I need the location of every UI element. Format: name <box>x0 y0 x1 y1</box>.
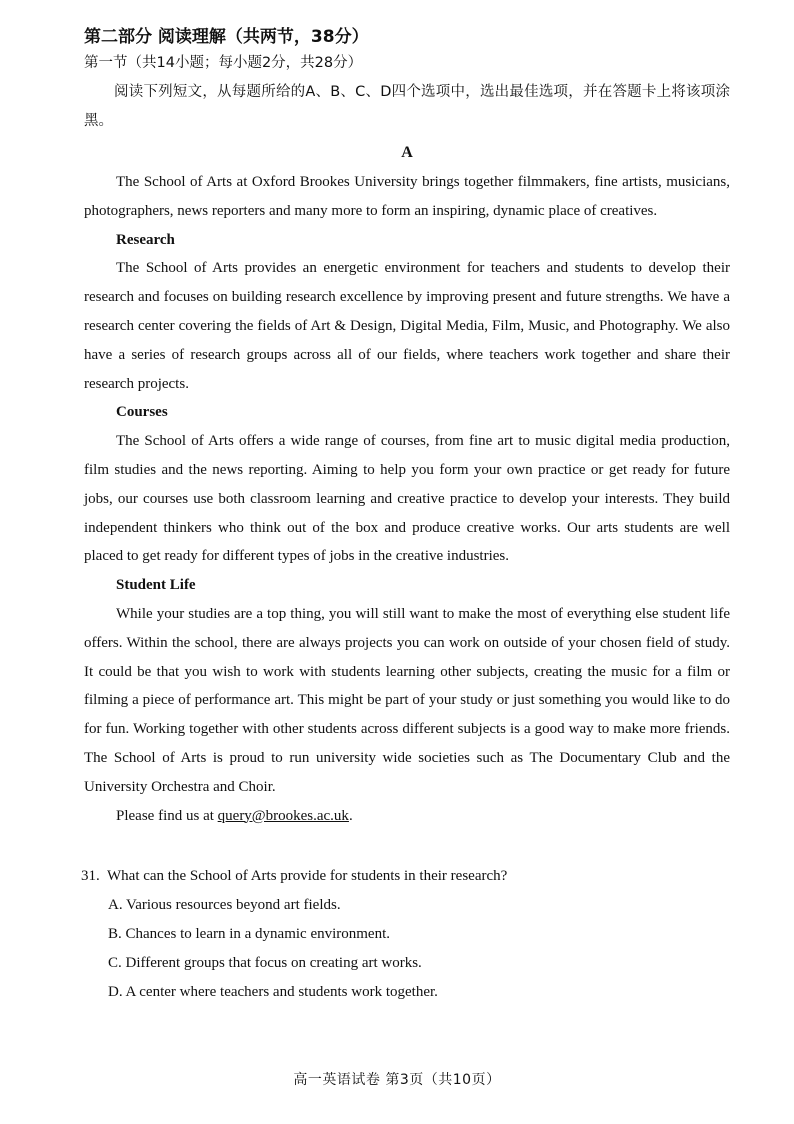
question-31 <box>81 862 730 1007</box>
contact-prefix: Please find us at <box>116 807 218 824</box>
option-a: A. Various resources beyond art fields. <box>108 897 341 914</box>
option-d: D. A center where teachers and students work together. <box>108 984 438 1001</box>
page-footer: 高一英语试卷 第3页（共10页） <box>293 1072 501 1088</box>
question-stem <box>81 862 730 891</box>
option-c: C. Different groups that focus on creating art works. <box>108 955 422 972</box>
option-b: B. Chances to learn in a dynamic environment. <box>108 926 391 943</box>
section-text-student-life: While your studies are a top thing, you will still want to make the most of everything else student life offers. Within the school, there are always projects you can work on outside of your chosen field of study. It could be that you wish to work with students learning other subjects, creating the music for a film or filming a piece of performance art. This might be part of your study or just something you would like to do for fun. Working together with other students across different subjects is a good way to make more friends. The School of Arts is proud to run university wide societies such as The Documentary Club and the University Orchestra and Choir. <box>84 605 730 795</box>
answer-options <box>84 891 730 1007</box>
instructions: 阅读下列短文，从每题所给的A、B、C、D四个选项中，选出最佳选项，并在答题卡上将该项涂黑。 <box>84 84 730 129</box>
section-heading-courses: Courses <box>116 404 168 421</box>
contact-suffix: . <box>348 807 353 824</box>
section-heading-research: Research <box>116 231 175 248</box>
contact-line <box>116 802 730 831</box>
section-text-research: The School of Arts provides an energetic environment for teachers and students to develop their research and focuses on building research excellence by improving present and future strengths. We have a research center covering the fields of Art & Design, Digital Media, Film, Music, and Photography. We also have a series of research groups across all of our fields, where teachers work together and share their research projects. <box>84 260 730 392</box>
contact-email: query@brookes.ac.uk <box>217 807 349 824</box>
section-title: 第一节（共14小题；每小题2分，共28分） <box>84 55 363 71</box>
passage-intro: The School of Arts at Oxford Brookes University brings together filmmakers, fine artists, musicians, photographers, news reporters and many more to form an inspiring, dynamic place of creatives. <box>84 174 730 219</box>
question-text: What can the School of Arts provide for students in their research? <box>107 868 508 885</box>
part-title: 第二部分 阅读理解（共两节，38分） <box>84 27 369 47</box>
question-number: 31. <box>81 868 100 885</box>
passage-label: A <box>401 144 413 161</box>
exam-page <box>81 24 730 1007</box>
section-heading-student-life: Student Life <box>116 577 196 594</box>
section-text-courses: The School of Arts offers a wide range of courses, from fine art to music digital media production, film studies and the news reporting. Aiming to help you form your own practice or get ready for future jobs, our courses use both classroom learning and creative practice to develop your interests. They build independent thinkers who think out of the box and produce creative works. Our arts students are well placed to get ready for different types of jobs in the creative industries. <box>84 433 730 565</box>
